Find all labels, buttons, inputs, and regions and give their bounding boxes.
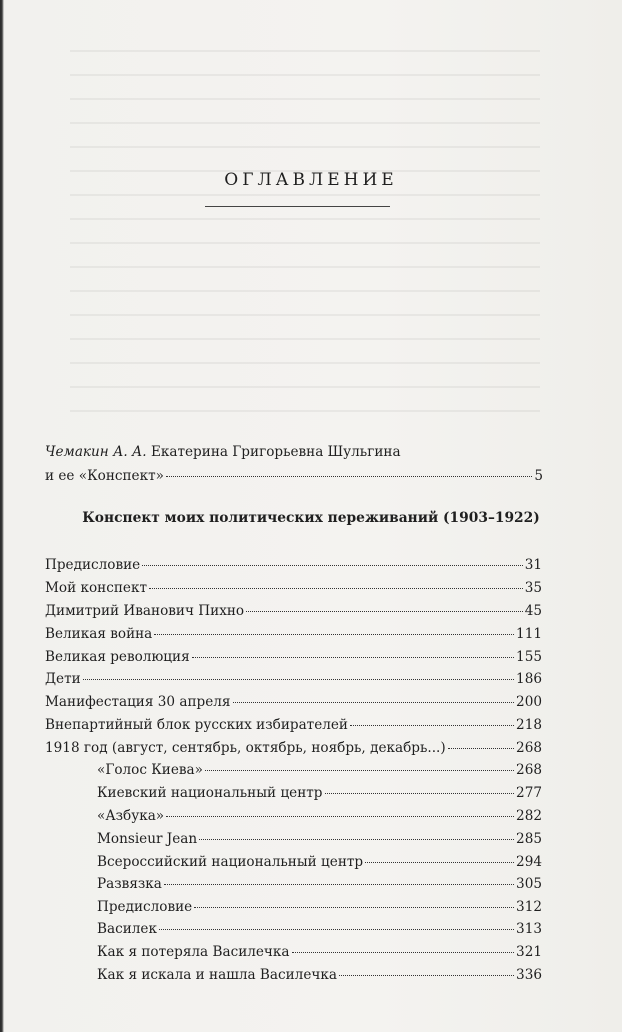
page-number: 5 — [534, 468, 543, 484]
page-number: 321 — [516, 944, 542, 960]
leader-dots — [194, 907, 514, 908]
toc-entry[interactable] — [45, 601, 542, 621]
entry-label: Манифестация 30 апреля — [45, 694, 231, 710]
page-number: 282 — [516, 808, 542, 824]
leader-dots — [205, 770, 514, 771]
entry-label: Димитрий Иванович Пихно — [45, 603, 245, 619]
toc-subentry[interactable] — [97, 965, 542, 985]
toc-subentry[interactable] — [97, 806, 542, 826]
leader-dots — [166, 816, 514, 817]
intro-author: Чемакин А. А. — [45, 444, 147, 460]
entry-label: Внепартийный блок русских избирателей — [45, 717, 348, 733]
entry-label: 1918 год (август, сентябрь, октябрь, ноябрь, декабрь...) — [45, 740, 446, 756]
page-number: 294 — [516, 854, 542, 870]
toc-entry[interactable] — [45, 578, 542, 598]
leader-dots — [246, 611, 523, 612]
page-number: 268 — [516, 740, 542, 756]
toc-entry[interactable] — [45, 647, 542, 667]
entry-label: Василек — [97, 921, 157, 937]
toc-entry[interactable] — [45, 715, 542, 735]
leader-dots — [339, 975, 514, 976]
leader-dots — [164, 884, 514, 885]
toc-subentry[interactable] — [97, 783, 542, 803]
entry-label: Как я искала и нашла Василечка — [97, 967, 337, 983]
page-title: ОГЛАВЛЕНИЕ — [224, 170, 398, 190]
leader-dots — [233, 702, 515, 703]
leader-dots — [159, 929, 514, 930]
page-number: 111 — [516, 626, 542, 642]
toc-subentry[interactable] — [97, 760, 542, 780]
page-number: 305 — [516, 876, 542, 892]
page-number: 268 — [516, 762, 542, 778]
toc-entry-intro[interactable] — [45, 466, 543, 486]
leader-dots — [199, 839, 514, 840]
leader-dots — [325, 793, 515, 794]
leader-dots — [365, 862, 514, 863]
page-number: 218 — [516, 717, 542, 733]
leader-dots — [149, 588, 523, 589]
leader-dots — [448, 748, 514, 749]
page-number: 45 — [524, 603, 542, 619]
leader-dots — [154, 634, 514, 635]
toc-entry[interactable] — [45, 738, 542, 758]
page-number: 277 — [516, 785, 542, 801]
page-number: 336 — [516, 967, 542, 983]
page-number: 35 — [524, 580, 542, 596]
leader-dots — [83, 679, 514, 680]
leader-dots — [166, 476, 532, 477]
page-number: 155 — [516, 649, 542, 665]
entry-label: Мой конспект — [45, 580, 147, 596]
entry-label: «Голос Киева» — [97, 762, 203, 778]
toc-entry[interactable] — [45, 669, 542, 689]
toc-entry[interactable] — [45, 555, 542, 575]
intro-title-line2: и ее «Конспект» — [45, 468, 164, 484]
entry-label: Великая война — [45, 626, 153, 642]
entry-label: Киевский национальный центр — [97, 785, 323, 801]
toc-subentry[interactable] — [97, 919, 542, 939]
toc-subentry[interactable] — [97, 942, 542, 962]
toc-subentry[interactable] — [97, 874, 542, 894]
toc-entry[interactable] — [45, 624, 542, 644]
entry-label: Monsieur Jean — [97, 831, 198, 847]
page-number: 313 — [516, 921, 542, 937]
entry-label: Великая революция — [45, 649, 190, 665]
intro-title-line1: Екатерина Григорьевна Шульгина — [150, 444, 401, 460]
toc-subentry[interactable] — [97, 897, 542, 917]
leader-dots — [292, 952, 515, 953]
toc-subentry[interactable] — [97, 829, 542, 849]
entry-label: Как я потеряла Василечка — [97, 944, 290, 960]
leader-dots — [350, 725, 514, 726]
leader-dots — [142, 565, 522, 566]
entry-label: «Азбука» — [97, 808, 165, 824]
toc-entry[interactable] — [45, 692, 542, 712]
entry-label: Предисловие — [97, 899, 193, 915]
entry-label: Предисловие — [45, 557, 141, 573]
entry-label: Всероссийский национальный центр — [97, 854, 364, 870]
page-number: 312 — [516, 899, 542, 915]
title-underline — [205, 206, 390, 207]
page-number: 186 — [516, 671, 542, 687]
toc-subentry[interactable] — [97, 852, 542, 872]
page-number: 285 — [516, 831, 542, 847]
leader-dots — [192, 657, 514, 658]
page-number: 200 — [516, 694, 542, 710]
intro-line-1 — [45, 442, 401, 462]
entry-label: Дети — [45, 671, 81, 687]
section-heading: Конспект моих политических переживаний (1903–1922) — [82, 510, 540, 526]
page-number: 31 — [524, 557, 542, 573]
entry-label: Развязка — [97, 876, 162, 892]
